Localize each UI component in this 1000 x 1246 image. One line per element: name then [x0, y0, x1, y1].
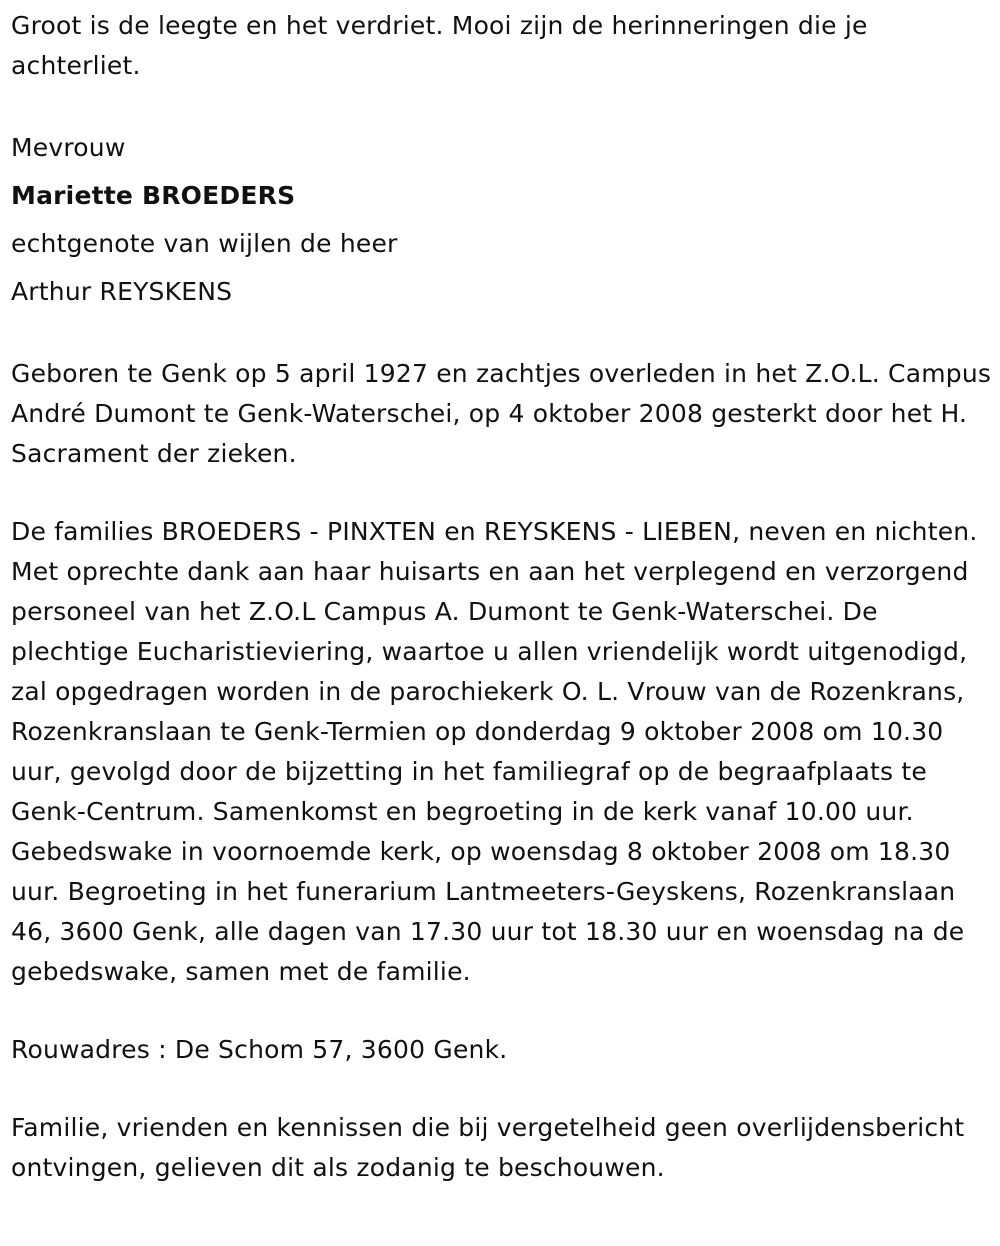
spouse-name: Arthur REYSKENS [11, 277, 233, 306]
obituary-document [11, 6, 993, 1188]
opening-quote: Groot is de leegte en het verdriet. Mooi zijn de herinneringen die je achterliet. [11, 11, 868, 80]
families-paragraph: De families BROEDERS - PINXTEN en REYSKENS - LIEBEN, neven en nichten. Met oprechte dank aan haar huisarts en aan het verplegend en verzorgend personeel van het Z.O.L Campus A. Dumont te Genk-Waterschei. De plechtige Eucharistieviering, waartoe u allen vriendelijk wordt uitgenodigd, zal opgedragen worden in de parochiekerk O. L. Vrouw van de Rozenkrans, Rozenkranslaan te Genk-Termien op donderdag 9 oktober 2008 om 10.30 uur, gevolgd door de bijzetting in het familiegraf op de begraafplaats te Genk-Centrum. Samenkomst en begroeting in de kerk vanaf 10.00 uur. Gebedswake in voornoemde kerk, op woensdag 8 oktober 2008 om 18.30 uur. Begroeting in het funerarium Lantmeeters-Geyskens, Rozenkranslaan 46, 3600 Genk, alle dagen van 17.30 uur tot 18.30 uur en woensdag na de gebedswake, samen met de familie. [11, 517, 978, 986]
closing-note: Familie, vrienden en kennissen die bij vergetelheid geen overlijdensbericht ontvingen, gelieven dit als zodanig te beschouwen. [11, 1113, 965, 1182]
relation-text: echtgenote van wijlen de heer [11, 229, 398, 258]
mourning-address: Rouwadres : De Schom 57, 3600 Genk. [11, 1035, 508, 1064]
deceased-name: Mariette BROEDERS [11, 181, 296, 210]
birth-death-paragraph: Geboren te Genk op 5 april 1927 en zachtjes overleden in het Z.O.L. Campus André Dumont te Genk-Waterschei, op 4 oktober 2008 gesterkt door het H. Sacrament der zieken. [11, 359, 992, 468]
honorific: Mevrouw [11, 133, 126, 162]
